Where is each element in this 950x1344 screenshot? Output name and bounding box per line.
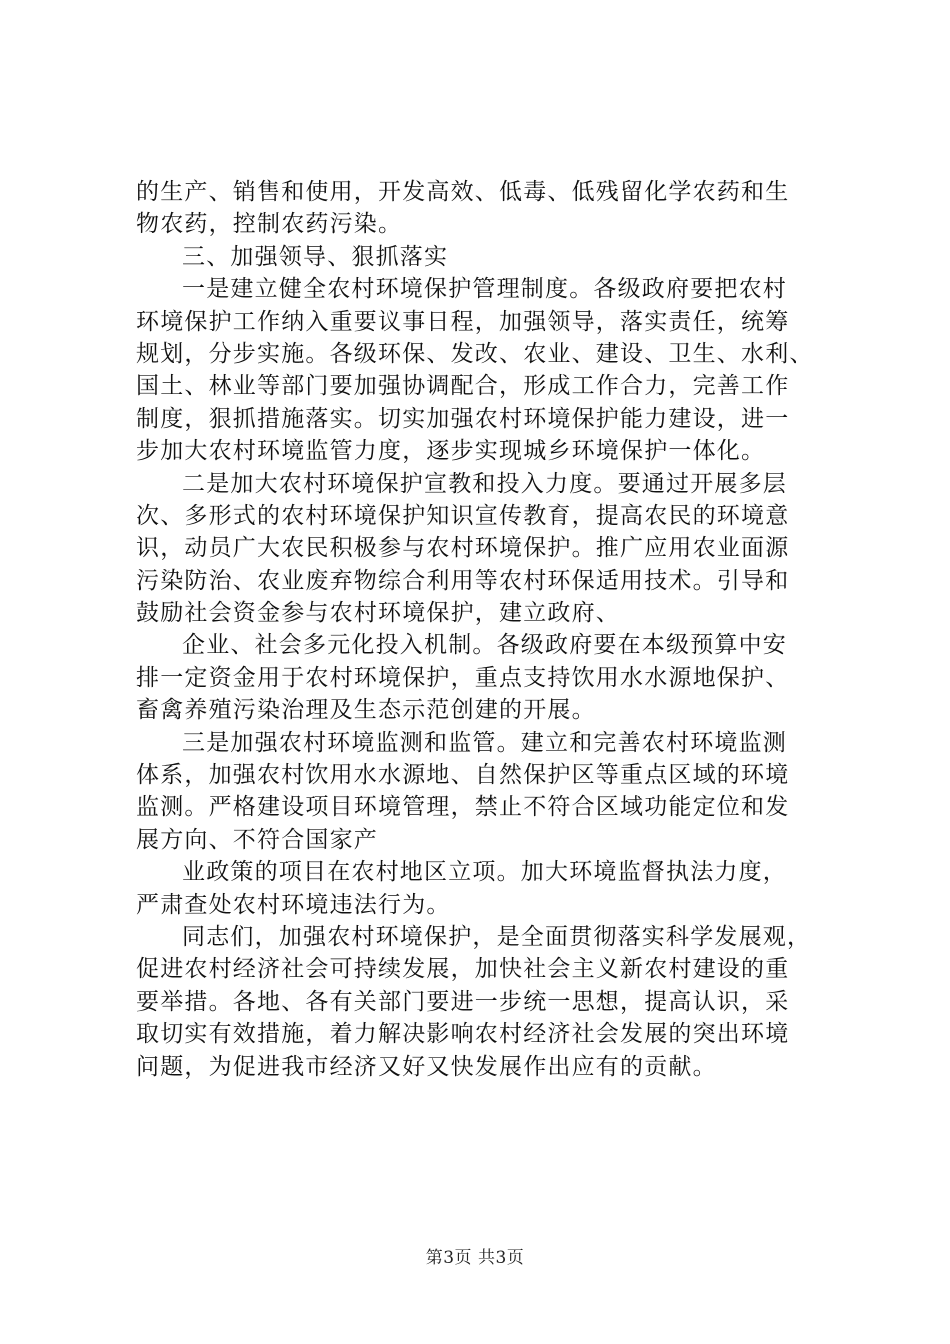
text-line: 一是建立健全农村环境保护管理制度。各级政府要把农村 [182, 276, 787, 303]
page-number-footer: 第3页 共3页 [425, 1248, 525, 1268]
document-body [136, 176, 826, 1083]
text-line: 取切实有效措施，着力解决影响农村经济社会发展的突出环境 [136, 1021, 790, 1048]
text-line: 监测。严格建设项目环境管理，禁止不符合区域功能定位和发 [136, 794, 790, 821]
text-line: 步加大农村环境监管力度，逐步实现城乡环境保护一体化。 [136, 438, 766, 465]
text-line: 促进农村经济社会可持续发展，加快社会主义新农村建设的重 [136, 956, 790, 983]
text-line: 国土、林业等部门要加强协调配合，形成工作合力，完善工作 [136, 373, 790, 400]
text-line: 企业、社会多元化投入机制。各级政府要在本级预算中安 [182, 632, 787, 659]
text-line: 要举措。各地、各有关部门要进一步统一思想，提高认识，采 [136, 988, 790, 1015]
text-line: 环境保护工作纳入重要议事日程，加强领导，落实责任，统筹 [136, 308, 790, 335]
text-line: 体系，加强农村饮用水水源地、自然保护区等重点区域的环境 [136, 762, 790, 789]
text-line: 展方向、不符合国家产 [136, 826, 378, 853]
text-line: 污染防治、农业废弃物综合利用等农村环保适用技术。引导和 [136, 567, 790, 594]
text-line: 问题，为促进我市经济又好又快发展作出应有的贡献。 [136, 1053, 717, 1080]
text-line: 鼓励社会资金参与农村环境保护，建立政府、 [136, 600, 620, 627]
section-heading: 三、加强领导、狠抓落实 [182, 243, 449, 270]
text-line: 规划，分步实施。各级环保、发改、农业、建设、卫生、水利、 [136, 340, 814, 367]
text-line: 识，动员广大农民积极参与农村环境保护。推广应用农业面源 [136, 535, 790, 562]
text-line: 同志们，加强农村环境保护，是全面贯彻落实科学发展观， [182, 923, 812, 950]
text-line: 畜禽养殖污染治理及生态示范创建的开展。 [136, 697, 596, 724]
text-line: 严肃查处农村环境违法行为。 [136, 891, 451, 918]
text-line: 物农药，控制农药污染。 [136, 211, 403, 238]
text-line: 业政策的项目在农村地区立项。加大环境监督执法力度， [182, 859, 787, 886]
text-line: 次、多形式的农村环境保护知识宣传教育，提高农民的环境意 [136, 502, 790, 529]
text-line: 排一定资金用于农村环境保护，重点支持饮用水水源地保护、 [136, 664, 790, 691]
text-line: 二是加大农村环境保护宣教和投入力度。要通过开展多层 [182, 470, 787, 497]
text-line: 三是加强农村环境监测和监管。建立和完善农村环境监测 [182, 729, 787, 756]
text-line: 的生产、销售和使用，开发高效、低毒、低残留化学农药和生 [136, 179, 790, 205]
text-line: 制度，狠抓措施落实。切实加强农村环境保护能力建设，进一 [136, 405, 790, 432]
